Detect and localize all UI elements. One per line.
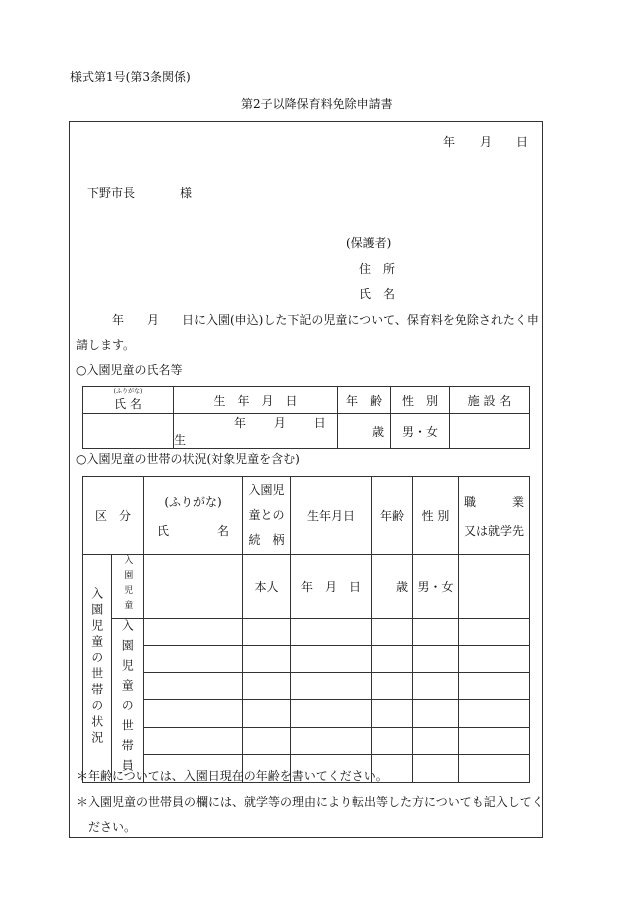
member-row[interactable]	[144, 727, 243, 754]
child-facility-cell[interactable]	[450, 414, 530, 449]
header-facility: 施 設 名	[450, 387, 530, 414]
body-line1: 日に入園(申込)した下記の児童について、保育料を免除されたく申	[182, 313, 539, 327]
header-name-col: (ふりがな) 氏 名	[144, 477, 243, 555]
member-label: 入園児童の世帯員	[112, 619, 144, 783]
addressee-name: 下野市長	[87, 186, 136, 200]
header-category: 区 分	[83, 477, 144, 555]
body-year: 年	[112, 313, 125, 327]
header-relation: 入園児 童との 続 柄	[243, 477, 291, 555]
header-job: 職 業 又は就学先	[459, 477, 530, 555]
header-age: 年 齢	[338, 387, 391, 414]
note-members-cont: ださい。	[88, 820, 137, 834]
header-birth: 生 年 月 日	[174, 387, 338, 414]
child-row-age[interactable]: 歳	[372, 555, 413, 619]
applicant-label: (保護者)	[346, 236, 392, 250]
child-row-sex[interactable]: 男・女	[413, 555, 459, 619]
form-number: 様式第1号(第3条関係)	[70, 70, 191, 84]
header-birthdate: 生年月日	[291, 477, 372, 555]
member-row[interactable]	[144, 646, 243, 673]
child-sex-cell[interactable]: 男・女	[391, 414, 450, 449]
applicant-name-label: 氏 名	[359, 287, 396, 301]
applicant-address-label: 住 所	[359, 262, 396, 276]
household-table	[82, 476, 530, 783]
child-birth-cell[interactable]: 年 月 日生	[174, 414, 338, 449]
header-sex-col: 性 別	[413, 477, 459, 555]
section2-heading: ○入園児童の世帯の状況(対象児童を含む)	[76, 452, 300, 466]
child-row-relation: 本人	[243, 555, 291, 619]
date-day: 日	[516, 135, 529, 149]
child-label: 入園児童	[112, 555, 144, 619]
header-age-col: 年齢	[372, 477, 413, 555]
member-row[interactable]	[144, 619, 243, 646]
child-row-birth[interactable]: 年 月 日	[291, 555, 372, 619]
header-furigana: (ふりがな)	[113, 388, 143, 395]
child-name-table	[82, 386, 530, 449]
child-row-name[interactable]	[144, 555, 243, 619]
side-label: 入園児童の世帯の状況	[83, 555, 112, 783]
note-members: ＊入園児童の世帯員の欄には、就学等の理由により転出等した方についても記入してく	[76, 795, 544, 809]
child-name-cell[interactable]	[83, 414, 174, 449]
note-age: ＊年齢については、入園日現在の年齢を書いてください。	[76, 769, 388, 783]
child-age-cell[interactable]: 歳	[338, 414, 391, 449]
member-row[interactable]	[144, 673, 243, 700]
section1-heading: ○入園児童の氏名等	[76, 363, 183, 377]
body-month: 月	[147, 313, 160, 327]
child-row-job[interactable]	[459, 555, 530, 619]
header-name: (ふりがな) 氏 名	[83, 387, 174, 414]
date-year: 年	[443, 135, 456, 149]
member-row[interactable]	[144, 700, 243, 727]
header-sex: 性 別	[391, 387, 450, 414]
addressee-honorific: 様	[180, 186, 193, 200]
date-month: 月	[480, 135, 493, 149]
body-line2: 請します。	[76, 338, 136, 352]
form-title: 第2子以降保育料免除申請書	[241, 97, 393, 111]
